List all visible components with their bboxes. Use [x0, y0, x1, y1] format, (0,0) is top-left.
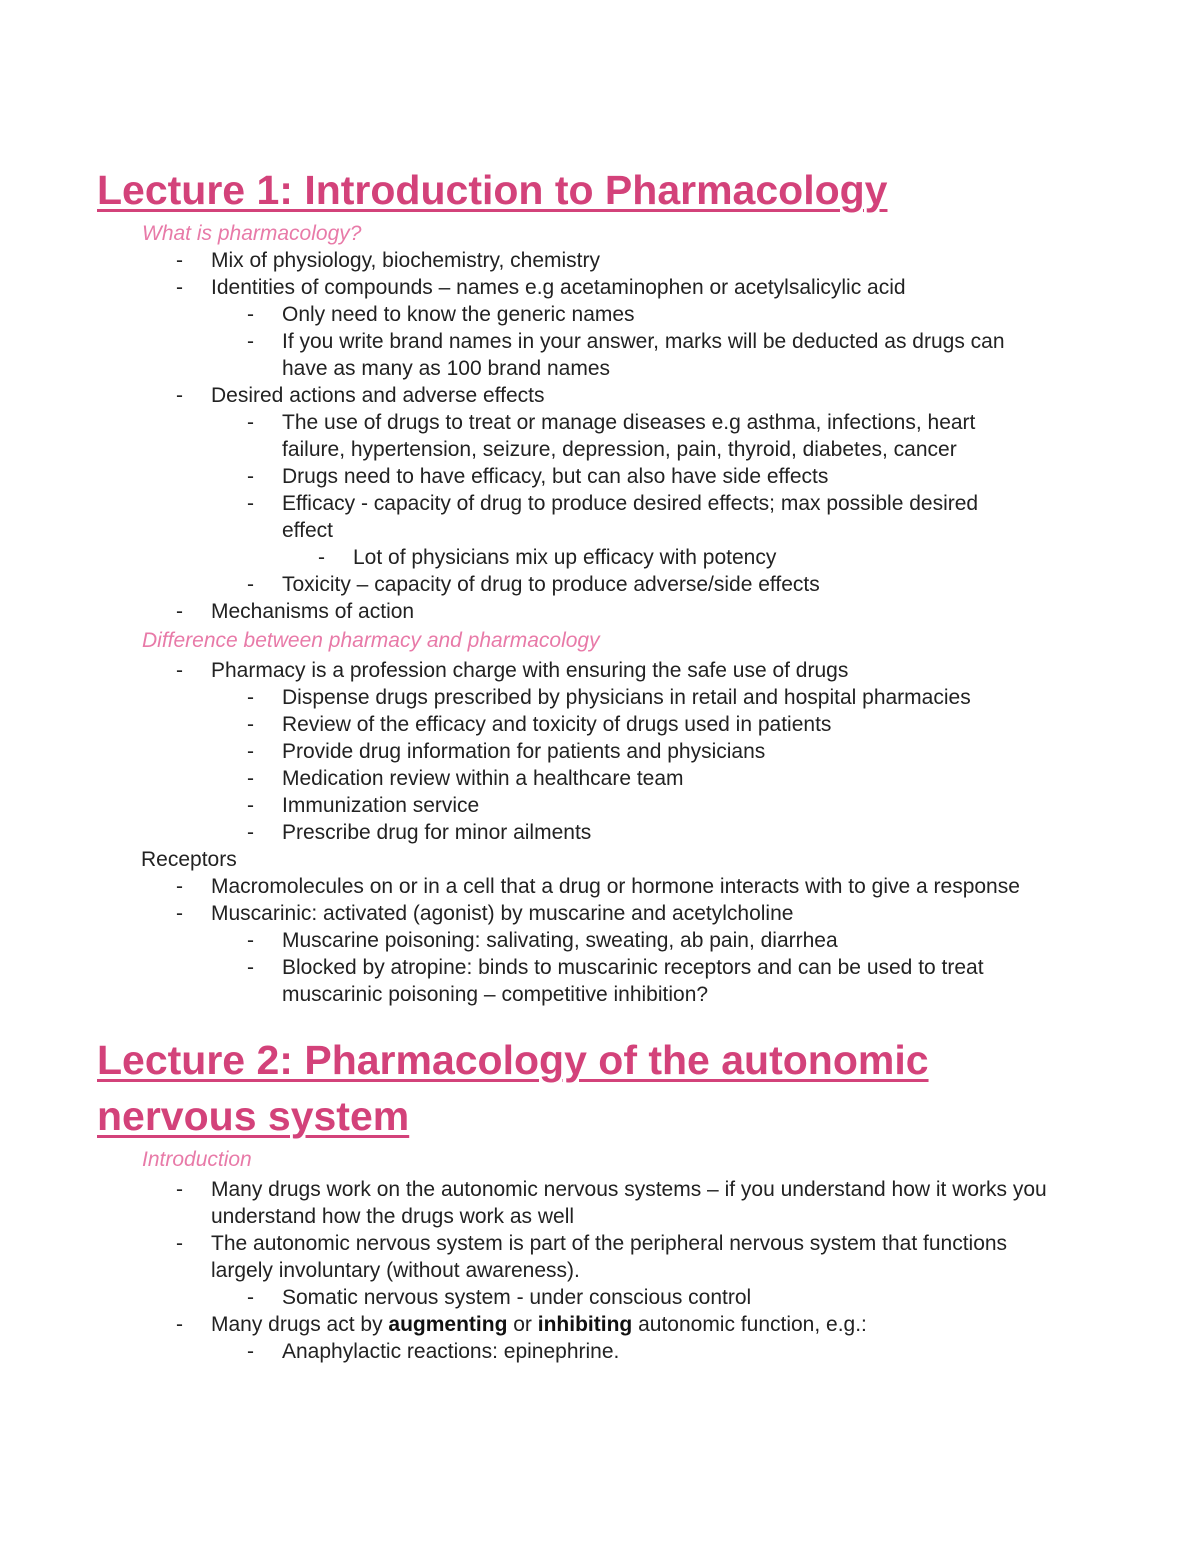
list-item-text: Identities of compounds – names e.g acetaminophen or acetylsalicylic acid — [211, 276, 906, 299]
list-item: - Mix of physiology, biochemistry, chemistry — [211, 247, 1071, 274]
list-item — [211, 1230, 1071, 1311]
list-item: - Toxicity – capacity of drug to produce adverse/side effects — [282, 571, 1072, 598]
sub-list — [211, 1284, 1071, 1311]
list-item — [211, 900, 1071, 1008]
list-item: - Anaphylactic reactions: epinephrine. — [282, 1338, 1072, 1365]
bullet-list — [0, 657, 1200, 846]
list-item — [211, 657, 1071, 846]
section-heading-introduction: Introduction — [142, 1148, 252, 1171]
text-run: autonomic function, e.g.: — [632, 1313, 867, 1336]
list-item: - Mechanisms of action — [211, 598, 1071, 625]
document-content — [0, 163, 1200, 1365]
lecture-1-title: Lecture 1: Introduction to Pharmacology — [97, 167, 888, 213]
list-item: - Only need to know the generic names — [282, 301, 1072, 328]
list-item-text: Muscarinic: activated (agonist) by muscarine and acetylcholine — [211, 902, 794, 925]
lecture-2-title: Lecture 2: Pharmacology of the autonomic nervous system — [97, 1037, 929, 1139]
list-item: - If you write brand names in your answer, marks will be deducted as drugs can have as many as 100 brand names — [282, 328, 1022, 382]
list-item: - Medication review within a healthcare team — [282, 765, 1072, 792]
sub-list — [211, 927, 1071, 1008]
bold-text-augmenting: augmenting — [388, 1313, 508, 1336]
list-item: - Drugs need to have efficacy, but can also have side effects — [282, 463, 1072, 490]
bullet-list — [0, 873, 1200, 1008]
list-item: - Many drugs work on the autonomic nervous systems – if you understand how it works you understand how the drugs work as well — [211, 1176, 1051, 1230]
text-run: Many drugs act by — [211, 1313, 389, 1336]
sub-list — [211, 684, 1071, 846]
list-item-text: Pharmacy is a profession charge with ensuring the safe use of drugs — [211, 659, 849, 682]
bold-text-inhibiting: inhibiting — [537, 1313, 633, 1336]
sub-list — [211, 409, 1071, 598]
list-item: - Prescribe drug for minor ailments — [282, 819, 1072, 846]
list-item: - Provide drug information for patients and physicians — [282, 738, 1072, 765]
bullet-list — [0, 1176, 1200, 1365]
list-item-text: Efficacy - capacity of drug to produce desired effects; max possible desired effect — [282, 492, 979, 542]
list-item: - Blocked by atropine: binds to muscarinic receptors and can be used to treat muscarinic poisoning – competitive inhibition? — [282, 954, 1032, 1008]
list-item — [211, 274, 1071, 382]
list-item-text — [211, 1313, 867, 1336]
sub-list — [211, 301, 1071, 382]
list-item-text: - The autonomic nervous system is part of the peripheral nervous system that functions largely involuntary (without awareness). — [211, 1232, 1008, 1282]
section-heading-pharmacy-vs-pharmacology: Difference between pharmacy and pharmacology — [142, 629, 600, 652]
list-item: - Review of the efficacy and toxicity of drugs used in patients — [282, 711, 1072, 738]
list-item — [282, 490, 1002, 571]
section-heading-what-is-pharmacology: What is pharmacology? — [142, 222, 362, 245]
list-item: - Lot of physicians mix up efficacy with potency — [353, 544, 1073, 571]
sub-list — [211, 1338, 1071, 1365]
list-item-text: Desired actions and adverse effects — [211, 384, 545, 407]
sub-sub-list — [282, 544, 1002, 571]
list-item — [211, 382, 1071, 598]
text-run: or — [507, 1313, 538, 1336]
list-item: - Somatic nervous system - under conscious control — [282, 1284, 1072, 1311]
list-item: - Macromolecules on or in a cell that a drug or hormone interacts with to give a response — [211, 873, 1031, 900]
section-heading-receptors: Receptors — [141, 848, 237, 871]
list-item — [211, 1311, 1071, 1365]
list-item: - The use of drugs to treat or manage diseases e.g asthma, infections, heart failure, hypertension, seizure, depression, pain, thyroid, diabetes, cancer — [282, 409, 1022, 463]
list-item: - Muscarine poisoning: salivating, sweating, ab pain, diarrhea — [282, 927, 1072, 954]
list-item: - Dispense drugs prescribed by physicians in retail and hospital pharmacies — [282, 684, 1072, 711]
list-item: - Immunization service — [282, 792, 1072, 819]
bullet-list — [0, 247, 1200, 625]
